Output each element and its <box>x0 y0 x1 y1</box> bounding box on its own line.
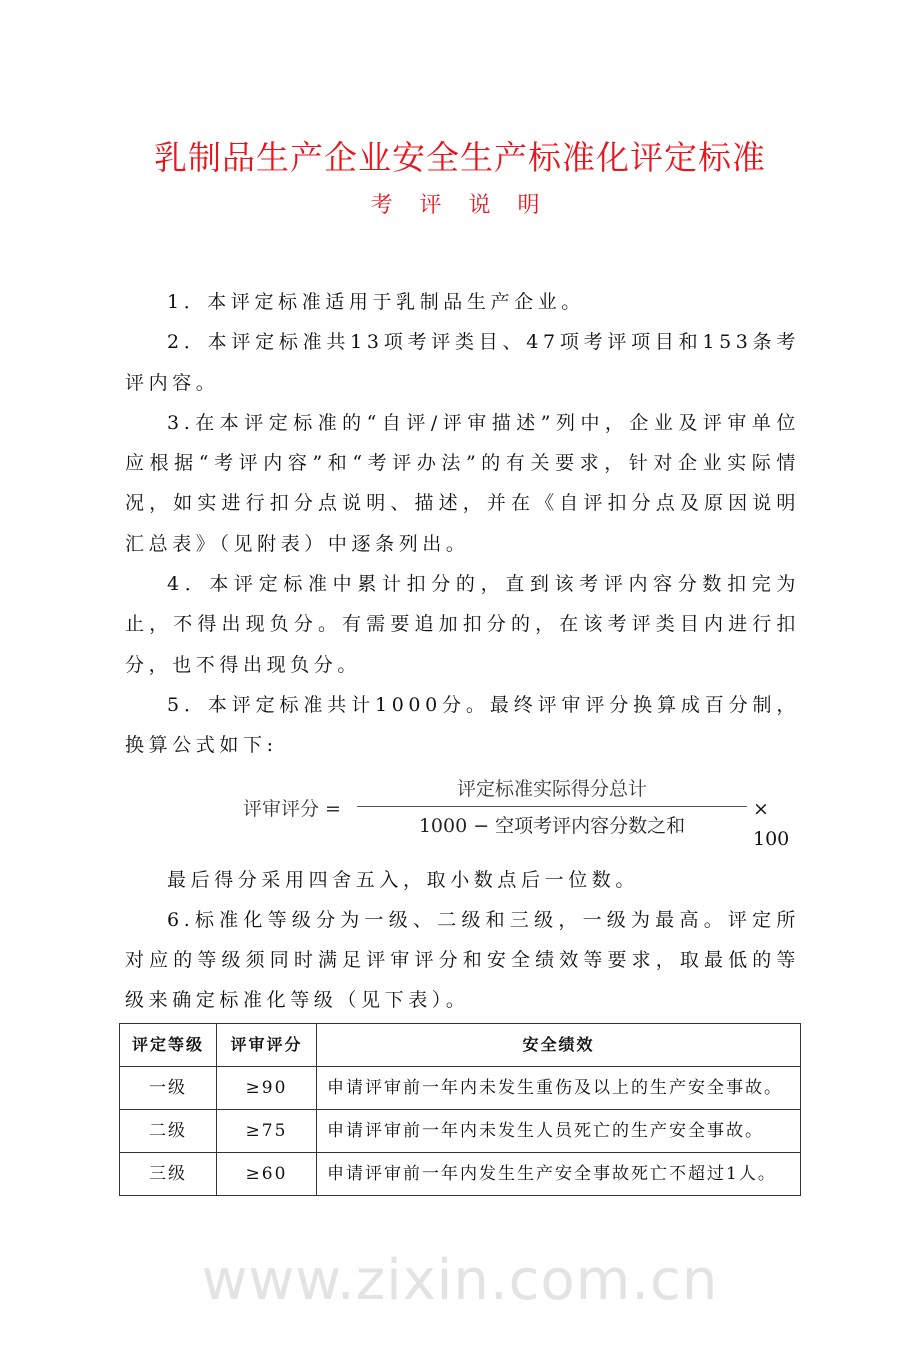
table-row <box>120 1109 801 1152</box>
document-subtitle: 考 评 说 明 <box>370 193 550 218</box>
watermark: www.zixin.com.cn <box>201 1247 719 1313</box>
formula-fraction <box>357 772 747 843</box>
formula-numerator: 评定标准实际得分总计 <box>456 777 647 800</box>
table-row <box>120 1152 801 1195</box>
score-cell: ≥90 <box>217 1066 317 1109</box>
formula-multiplier: × 100 <box>753 797 790 850</box>
formula-denominator: 1000 − 空项考评内容分数之和 <box>418 814 686 837</box>
table-header-row <box>120 1023 801 1066</box>
grade-cell: 二级 <box>120 1109 217 1152</box>
paragraph-1: 1．本评定标准适用于乳制品生产企业。 <box>167 291 585 313</box>
performance-cell: 申请评审前一年内发生生产安全事故死亡不超过1人。 <box>317 1152 801 1195</box>
score-cell: ≥75 <box>217 1109 317 1152</box>
table-row <box>120 1066 801 1109</box>
performance-cell: 申请评审前一年内未发生人员死亡的生产安全事故。 <box>317 1109 801 1152</box>
document-body <box>125 0 800 1196</box>
paragraph-3: 3.在本评定标准的“自评/评审描述”列中，企业及评审单位应根据“考评内容”和“考评办法”的有关要求，针对企业实际情况，如实进行扣分点说明、描述，并在《自评扣分点及原因说明汇总表》（见附表）中逐条列出。 <box>125 411 800 555</box>
header-performance: 安全绩效 <box>317 1023 801 1066</box>
grade-cell: 一级 <box>120 1066 217 1109</box>
grade-table <box>119 1023 801 1196</box>
score-cell: ≥60 <box>217 1152 317 1195</box>
formula-lhs: 评审评分 = <box>243 797 341 820</box>
rounding-note: 最后得分采用四舍五入，取小数点后一位数。 <box>167 868 640 891</box>
document-title: 乳制品生产企业安全生产标准化评定标准 <box>154 138 766 177</box>
paragraph-4: 4．本评定标准中累计扣分的，直到该考评内容分数扣完为止，不得出现负分。有需要追加扣分的，在该考评类目内进行扣分，也不得出现负分。 <box>125 573 800 676</box>
paragraph-6: 6.标准化等级分为一级、二级和三级，一级为最高。评定所对应的等级须同时满足评审评分和安全绩效等要求，取最低的等级来确定标准化等级（见下表）。 <box>125 908 800 1012</box>
grade-cell: 三级 <box>120 1152 217 1195</box>
performance-cell: 申请评审前一年内未发生重伤及以上的生产安全事故。 <box>317 1066 801 1109</box>
header-score: 评审评分 <box>217 1023 317 1066</box>
paragraph-5: 5．本评定标准共计1000分。最终评审评分换算成百分制，换算公式如下: <box>125 693 800 757</box>
paragraph-2: 2．本评定标准共13项考评类目、47项考评项目和153条考评内容。 <box>125 331 800 394</box>
header-grade: 评定等级 <box>120 1023 217 1066</box>
score-formula <box>125 772 800 850</box>
